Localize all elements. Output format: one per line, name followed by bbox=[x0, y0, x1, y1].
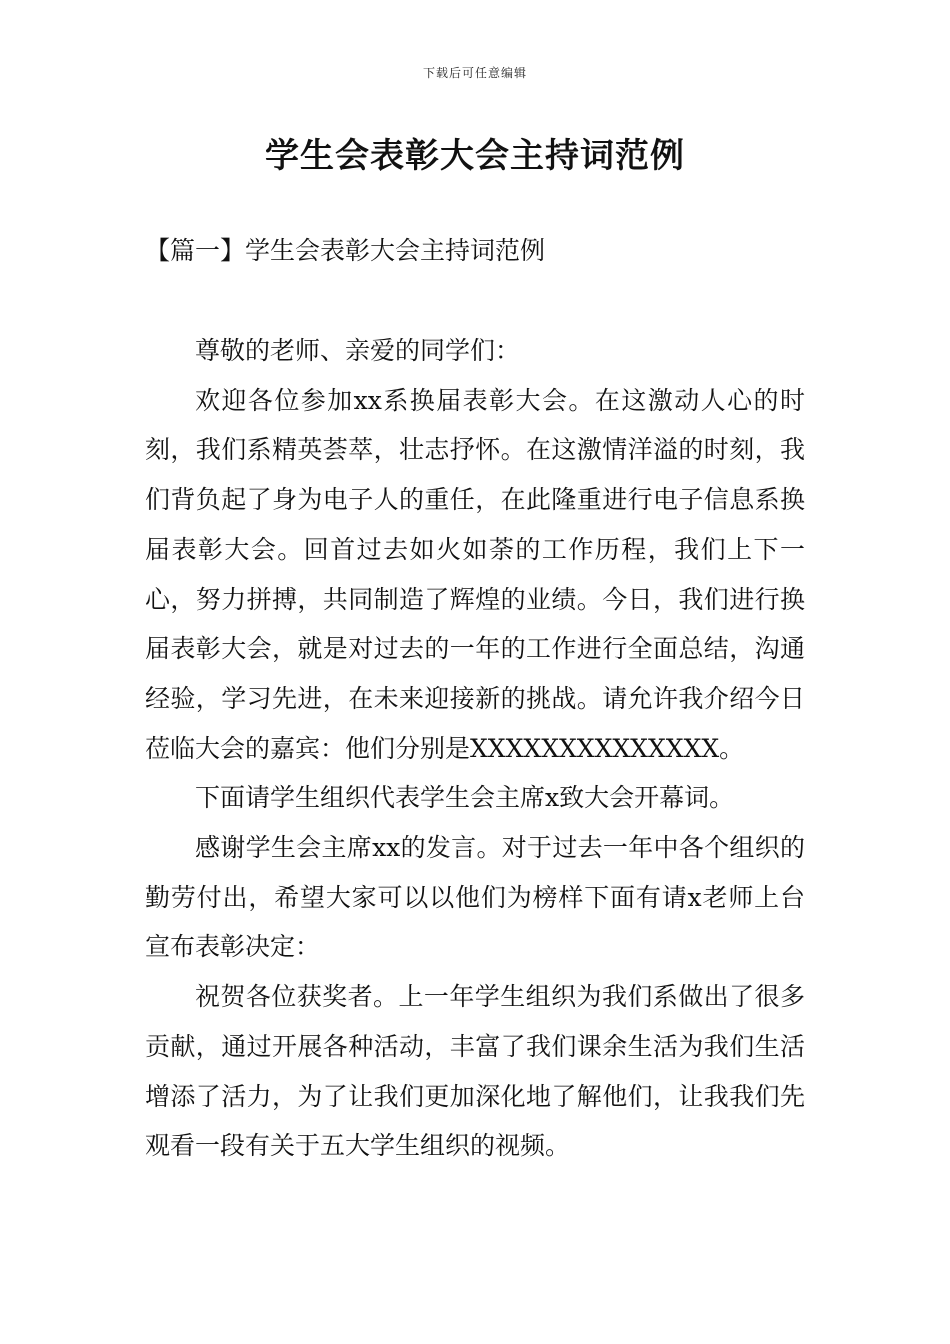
body-text bbox=[145, 326, 805, 1171]
header-note: 下载后可任意编辑 bbox=[422, 66, 527, 80]
paragraph-welcome: 欢迎各位参加xx系换届表彰大会。在这激动人心的时刻，我们系精英荟萃，壮志抒怀。在这激情洋溢的时刻，我们背负起了身为电子人的重任，在此隆重进行电子信息系换届表彰大会。回首过去如火如荼的工作历程，我们上下一心，努力拼搏，共同制造了辉煌的业绩。今日，我们进行换届表彰大会，就是对过去的一年的工作进行全面总结，沟通经验，学习先进，在未来迎接新的挑战。请允许我介绍今日莅临大会的嘉宾：他们分别是XXXXXXXXXXXXXX。 bbox=[145, 385, 805, 763]
paragraph-thanks: 感谢学生会主席xx的发言。对于过去一年中各个组织的勤劳付出，希望大家可以以他们为榜样下面有请x老师上台宣布表彰决定： bbox=[145, 833, 805, 962]
paragraph-greeting: 尊敬的老师、亲爱的同学们： bbox=[195, 336, 521, 365]
section-heading: 【篇一】学生会表彰大会主持词范例 bbox=[145, 236, 546, 265]
document-title: 学生会表彰大会主持词范例 bbox=[265, 136, 685, 176]
paragraph-congratulations: 祝贺各位获奖者。上一年学生组织为我们系做出了很多贡献，通过开展各种活动，丰富了我们课余生活为我们生活增添了活力，为了让我们更加深化地了解他们，让我我们先观看一段有关于五大学生组织的视频。 bbox=[145, 982, 805, 1161]
paragraph-opening-speech: 下面请学生组织代表学生会主席x致大会开幕词。 bbox=[195, 783, 735, 813]
